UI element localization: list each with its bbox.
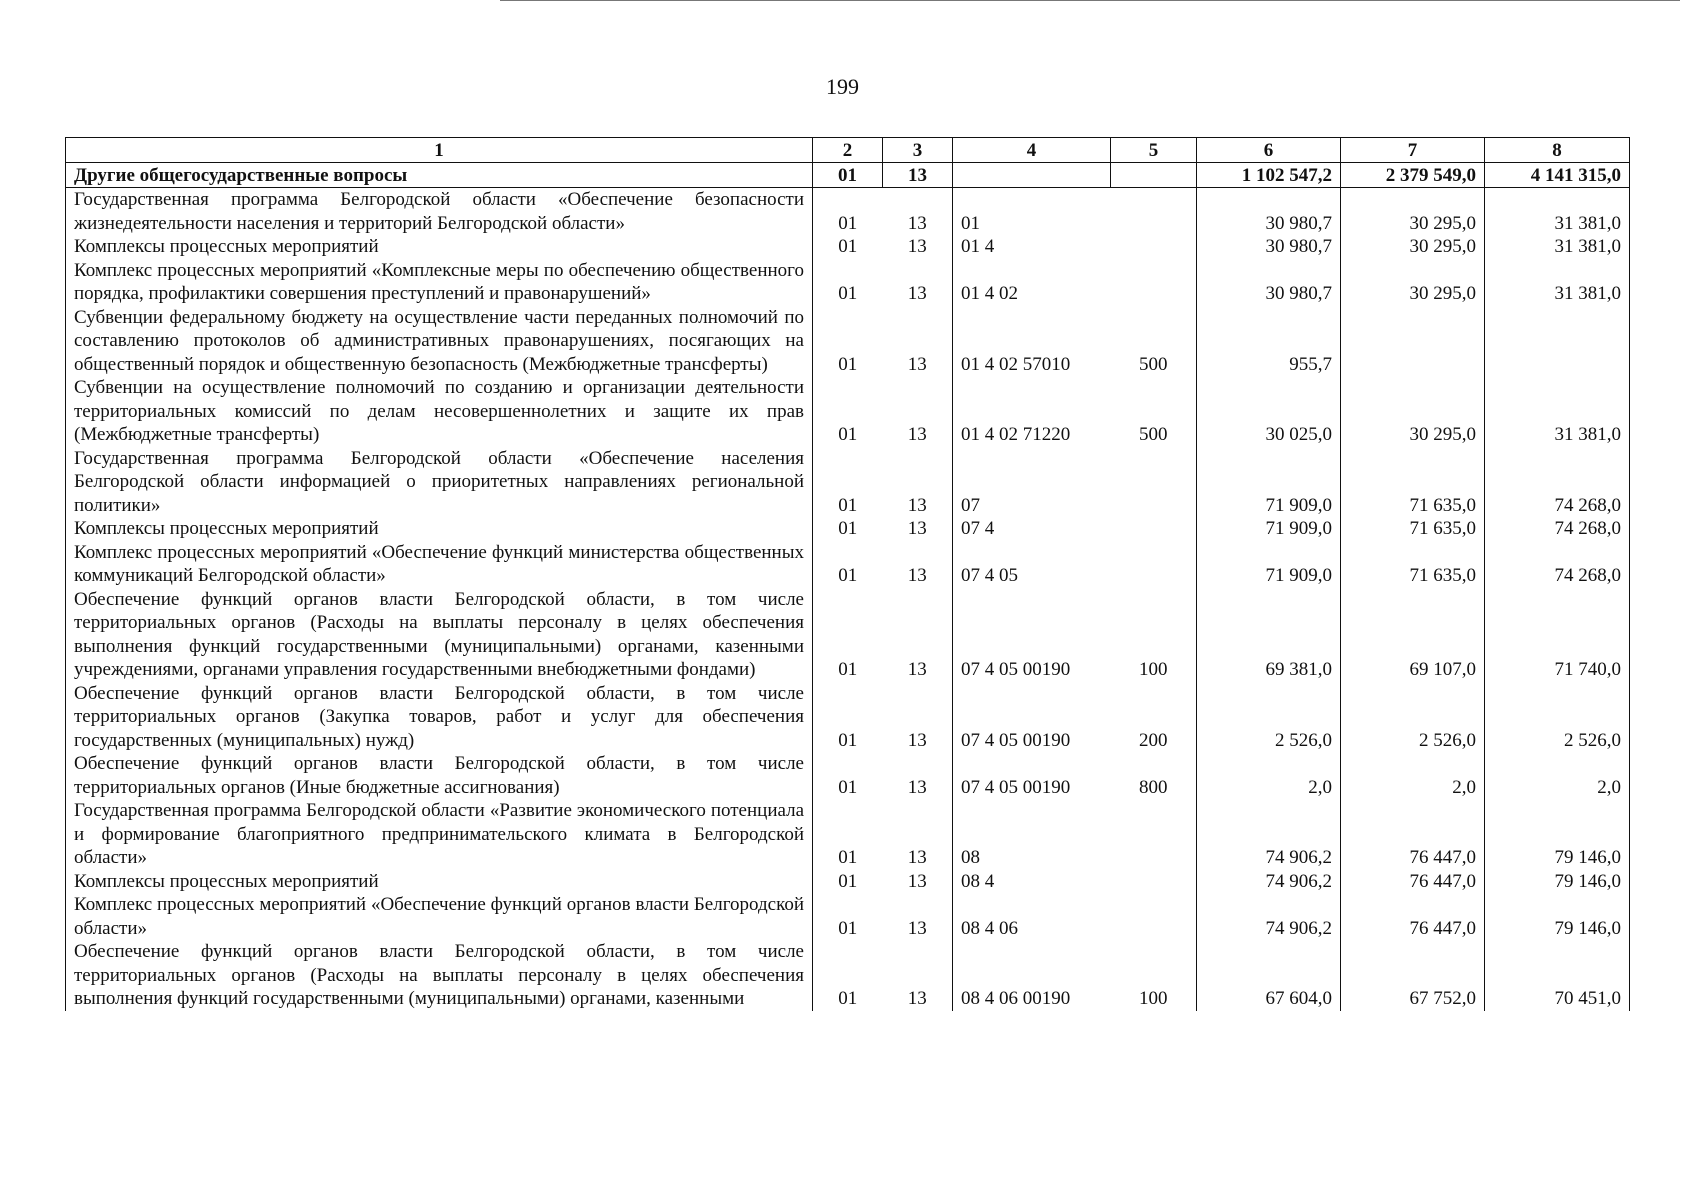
column-header: 8 [1485, 138, 1630, 163]
cell-section: 01 [838, 565, 858, 586]
cell-amount-col6: 30 980,7 [1197, 235, 1341, 259]
table-row [66, 799, 1630, 870]
row-name: Обеспечение функций органов власти Белгородской области, в том числе территориальных органов (Иные бюджетные ассигнования) [66, 752, 813, 799]
cell-amount-col6: 2,0 [1197, 752, 1341, 799]
table-row [66, 259, 1630, 306]
cell-amount-col6: 71 909,0 [1197, 447, 1341, 518]
total-row [66, 163, 1630, 188]
row-name: Другие общегосударственные вопросы [66, 163, 813, 188]
table-row [66, 870, 1630, 894]
row-name: Комплексы процессных мероприятий [66, 870, 813, 894]
cell-amount-col8: 79 146,0 [1485, 799, 1630, 870]
cell-amount-col7: 71 635,0 [1341, 517, 1485, 541]
row-name: Обеспечение функций органов власти Белгородской области, в том числе территориальных органов (Расходы на выплаты персоналу в целях обеспечения выполнения функций государственными (муниципальными) органами, казенными [66, 940, 813, 1011]
cell-amount-col8: 31 381,0 [1485, 188, 1630, 236]
cell-amount-col6: 955,7 [1197, 306, 1341, 377]
cell-target-article: 07 [953, 447, 1111, 518]
cell-subsection: 13 [907, 494, 927, 516]
cell-target-article: 08 4 [953, 870, 1111, 894]
cell-amount-col7: 71 635,0 [1341, 541, 1485, 588]
table-row [66, 376, 1630, 447]
row-name: Комплекс процессных мероприятий «Обеспечение функций органов власти Белгородской области» [66, 893, 813, 940]
cell-amount-col7: 2 526,0 [1341, 682, 1485, 753]
cell-amount-col6: 74 906,2 [1197, 799, 1341, 870]
cell-section: 01 [838, 518, 858, 539]
cell-amount-col8 [1485, 306, 1630, 377]
table-row [66, 306, 1630, 377]
cell-amount-col6: 69 381,0 [1197, 588, 1341, 682]
cell-amount-col7: 30 295,0 [1341, 376, 1485, 447]
cell-target-article: 01 [953, 188, 1111, 236]
cell-target-article: 07 4 05 00190 [953, 682, 1111, 753]
cell-target-article: 07 4 [953, 517, 1111, 541]
column-header: 1 [66, 138, 813, 163]
cell-subsection: 13 [907, 729, 927, 751]
table-row [66, 541, 1630, 588]
cell-expense-type [1111, 259, 1197, 306]
cell-amount-col6: 2 526,0 [1197, 682, 1341, 753]
cell-section: 01 [838, 494, 858, 516]
cell-expense-type [1111, 235, 1197, 259]
cell-amount-col6: 67 604,0 [1197, 940, 1341, 1011]
cell-expense-type [1111, 541, 1197, 588]
cell-expense-type [1111, 893, 1197, 940]
cell-subsection: 13 [907, 870, 927, 892]
budget-table [65, 137, 1630, 1011]
cell-expense-type: 800 [1111, 752, 1197, 799]
cell-section: 01 [838, 729, 858, 751]
header-row [66, 138, 1630, 163]
cell-amount-col7: 76 447,0 [1341, 870, 1485, 894]
cell-expense-type [1111, 163, 1197, 188]
cell-amount-col8: 2 526,0 [1485, 682, 1630, 753]
column-header: 2 [813, 138, 883, 163]
cell-subsection: 13 [907, 847, 927, 868]
cell-section: 01 [838, 870, 858, 892]
cell-subsection: 13 [907, 236, 927, 257]
cell-amount-col6: 30 025,0 [1197, 376, 1341, 447]
cell-amount-col7: 30 295,0 [1341, 235, 1485, 259]
cell-section: 01 [838, 353, 858, 375]
cell-subsection: 13 [907, 212, 927, 234]
table-row [66, 517, 1630, 541]
cell-amount-col7: 71 635,0 [1341, 447, 1485, 518]
cell-section: 01 [838, 776, 858, 798]
cell-amount-col7: 30 295,0 [1341, 259, 1485, 306]
table-row [66, 235, 1630, 259]
table-row [66, 447, 1630, 518]
cell-amount-col7: 67 752,0 [1341, 940, 1485, 1011]
cell-section: 01 [838, 424, 858, 445]
cell-target-article: 01 4 02 71220 [953, 376, 1111, 447]
cell-subsection: 13 [907, 776, 927, 798]
row-name: Субвенции федеральному бюджету на осуществление части переданных полномочий по составлению протоколов об административных правонарушениях, посягающих на общественный порядок и общественную безопасность (Межбюджетные трансферты) [66, 306, 813, 377]
cell-amount-col8: 70 451,0 [1485, 940, 1630, 1011]
cell-section: 01 [838, 212, 858, 234]
table-row [66, 188, 1630, 236]
cell-subsection: 13 [907, 353, 927, 375]
row-name: Комплекс процессных мероприятий «Комплексные меры по обеспечению общественного порядка, профилактики совершения преступлений и правонарушений» [66, 259, 813, 306]
table-row [66, 682, 1630, 753]
cell-amount-col7: 2 379 549,0 [1341, 163, 1485, 188]
cell-expense-type [1111, 517, 1197, 541]
cell-amount-col8: 4 141 315,0 [1485, 163, 1630, 188]
table-row [66, 893, 1630, 940]
row-name: Государственная программа Белгородской области «Обеспечение населения Белгородской области информацией о приоритетных направлениях региональной политики» [66, 447, 813, 518]
cell-target-article: 08 4 06 [953, 893, 1111, 940]
cell-amount-col8: 74 268,0 [1485, 541, 1630, 588]
cell-amount-col6: 74 906,2 [1197, 870, 1341, 894]
table-row [66, 752, 1630, 799]
cell-subsection: 13 [907, 659, 927, 680]
row-name: Комплекс процессных мероприятий «Обеспечение функций министерства общественных коммуникаций Белгородской области» [66, 541, 813, 588]
cell-amount-col6: 30 980,7 [1197, 188, 1341, 236]
row-name: Государственная программа Белгородской области «Обеспечение безопасности жизнедеятельности населения и территорий Белгородской области» [66, 188, 813, 236]
cell-expense-type: 500 [1111, 306, 1197, 377]
cell-subsection: 13 [907, 988, 927, 1009]
row-name: Субвенции на осуществление полномочий по созданию и организации деятельности территориальных комиссий по делам несовершеннолетних и защите их прав (Межбюджетные трансферты) [66, 376, 813, 447]
cell-amount-col7: 76 447,0 [1341, 893, 1485, 940]
cell-expense-type: 100 [1111, 940, 1197, 1011]
cell-section: 01 [813, 163, 883, 188]
cell-amount-col8: 74 268,0 [1485, 517, 1630, 541]
cell-target-article: 07 4 05 [953, 541, 1111, 588]
cell-subsection: 13 [907, 283, 927, 304]
cell-amount-col6: 71 909,0 [1197, 541, 1341, 588]
row-name: Комплексы процессных мероприятий [66, 517, 813, 541]
cell-amount-col7 [1341, 306, 1485, 377]
cell-section: 01 [838, 988, 858, 1009]
cell-target-article: 01 4 [953, 235, 1111, 259]
table-row [66, 940, 1630, 1011]
cell-section: 01 [838, 659, 858, 680]
row-name: Комплексы процессных мероприятий [66, 235, 813, 259]
table-row [66, 588, 1630, 682]
cell-expense-type [1111, 870, 1197, 894]
top-rule [500, 0, 1680, 1]
cell-subsection: 13 [883, 163, 953, 188]
cell-amount-col7: 2,0 [1341, 752, 1485, 799]
cell-amount-col7: 69 107,0 [1341, 588, 1485, 682]
cell-expense-type: 200 [1111, 682, 1197, 753]
cell-section: 01 [838, 847, 858, 868]
cell-subsection: 13 [907, 565, 927, 586]
column-header: 5 [1111, 138, 1197, 163]
cell-amount-col7: 30 295,0 [1341, 188, 1485, 236]
cell-amount-col6: 71 909,0 [1197, 517, 1341, 541]
cell-section: 01 [838, 236, 858, 257]
cell-target-article: 01 4 02 [953, 259, 1111, 306]
column-header: 7 [1341, 138, 1485, 163]
row-name: Обеспечение функций органов власти Белгородской области, в том числе территориальных органов (Закупка товаров, работ и услуг для обеспечения государственных (муниципальных) нужд) [66, 682, 813, 753]
cell-subsection: 13 [907, 518, 927, 539]
cell-expense-type: 100 [1111, 588, 1197, 682]
cell-amount-col8: 79 146,0 [1485, 893, 1630, 940]
cell-amount-col6: 74 906,2 [1197, 893, 1341, 940]
cell-section: 01 [838, 917, 858, 939]
cell-expense-type [1111, 447, 1197, 518]
cell-amount-col7: 76 447,0 [1341, 799, 1485, 870]
cell-expense-type: 500 [1111, 376, 1197, 447]
row-name: Государственная программа Белгородской области «Развитие экономического потенциала и формирование благоприятного предпринимательского климата в Белгородской области» [66, 799, 813, 870]
cell-amount-col6: 1 102 547,2 [1197, 163, 1341, 188]
cell-target-article: 08 [953, 799, 1111, 870]
cell-subsection: 13 [907, 917, 927, 939]
cell-expense-type [1111, 188, 1197, 236]
cell-amount-col8: 71 740,0 [1485, 588, 1630, 682]
cell-amount-col8: 31 381,0 [1485, 235, 1630, 259]
cell-amount-col8: 74 268,0 [1485, 447, 1630, 518]
cell-target-article: 01 4 02 57010 [953, 306, 1111, 377]
cell-target-article [953, 163, 1111, 188]
cell-amount-col8: 2,0 [1485, 752, 1630, 799]
cell-amount-col8: 31 381,0 [1485, 376, 1630, 447]
cell-subsection: 13 [907, 424, 927, 445]
page-number: 199 [826, 74, 859, 99]
cell-amount-col6: 30 980,7 [1197, 259, 1341, 306]
row-name: Обеспечение функций органов власти Белгородской области, в том числе территориальных органов (Расходы на выплаты персоналу в целях обеспечения выполнения функций государственными (муниципальными) органами, казенными учреждениями, органами управления государственными внебюджетными фондами) [66, 588, 813, 682]
column-header: 3 [883, 138, 953, 163]
cell-target-article: 07 4 05 00190 [953, 588, 1111, 682]
cell-amount-col8: 79 146,0 [1485, 870, 1630, 894]
column-header: 6 [1197, 138, 1341, 163]
cell-amount-col8: 31 381,0 [1485, 259, 1630, 306]
cell-section: 01 [838, 283, 858, 304]
cell-expense-type [1111, 799, 1197, 870]
column-header: 4 [953, 138, 1111, 163]
cell-target-article: 08 4 06 00190 [953, 940, 1111, 1011]
cell-target-article: 07 4 05 00190 [953, 752, 1111, 799]
